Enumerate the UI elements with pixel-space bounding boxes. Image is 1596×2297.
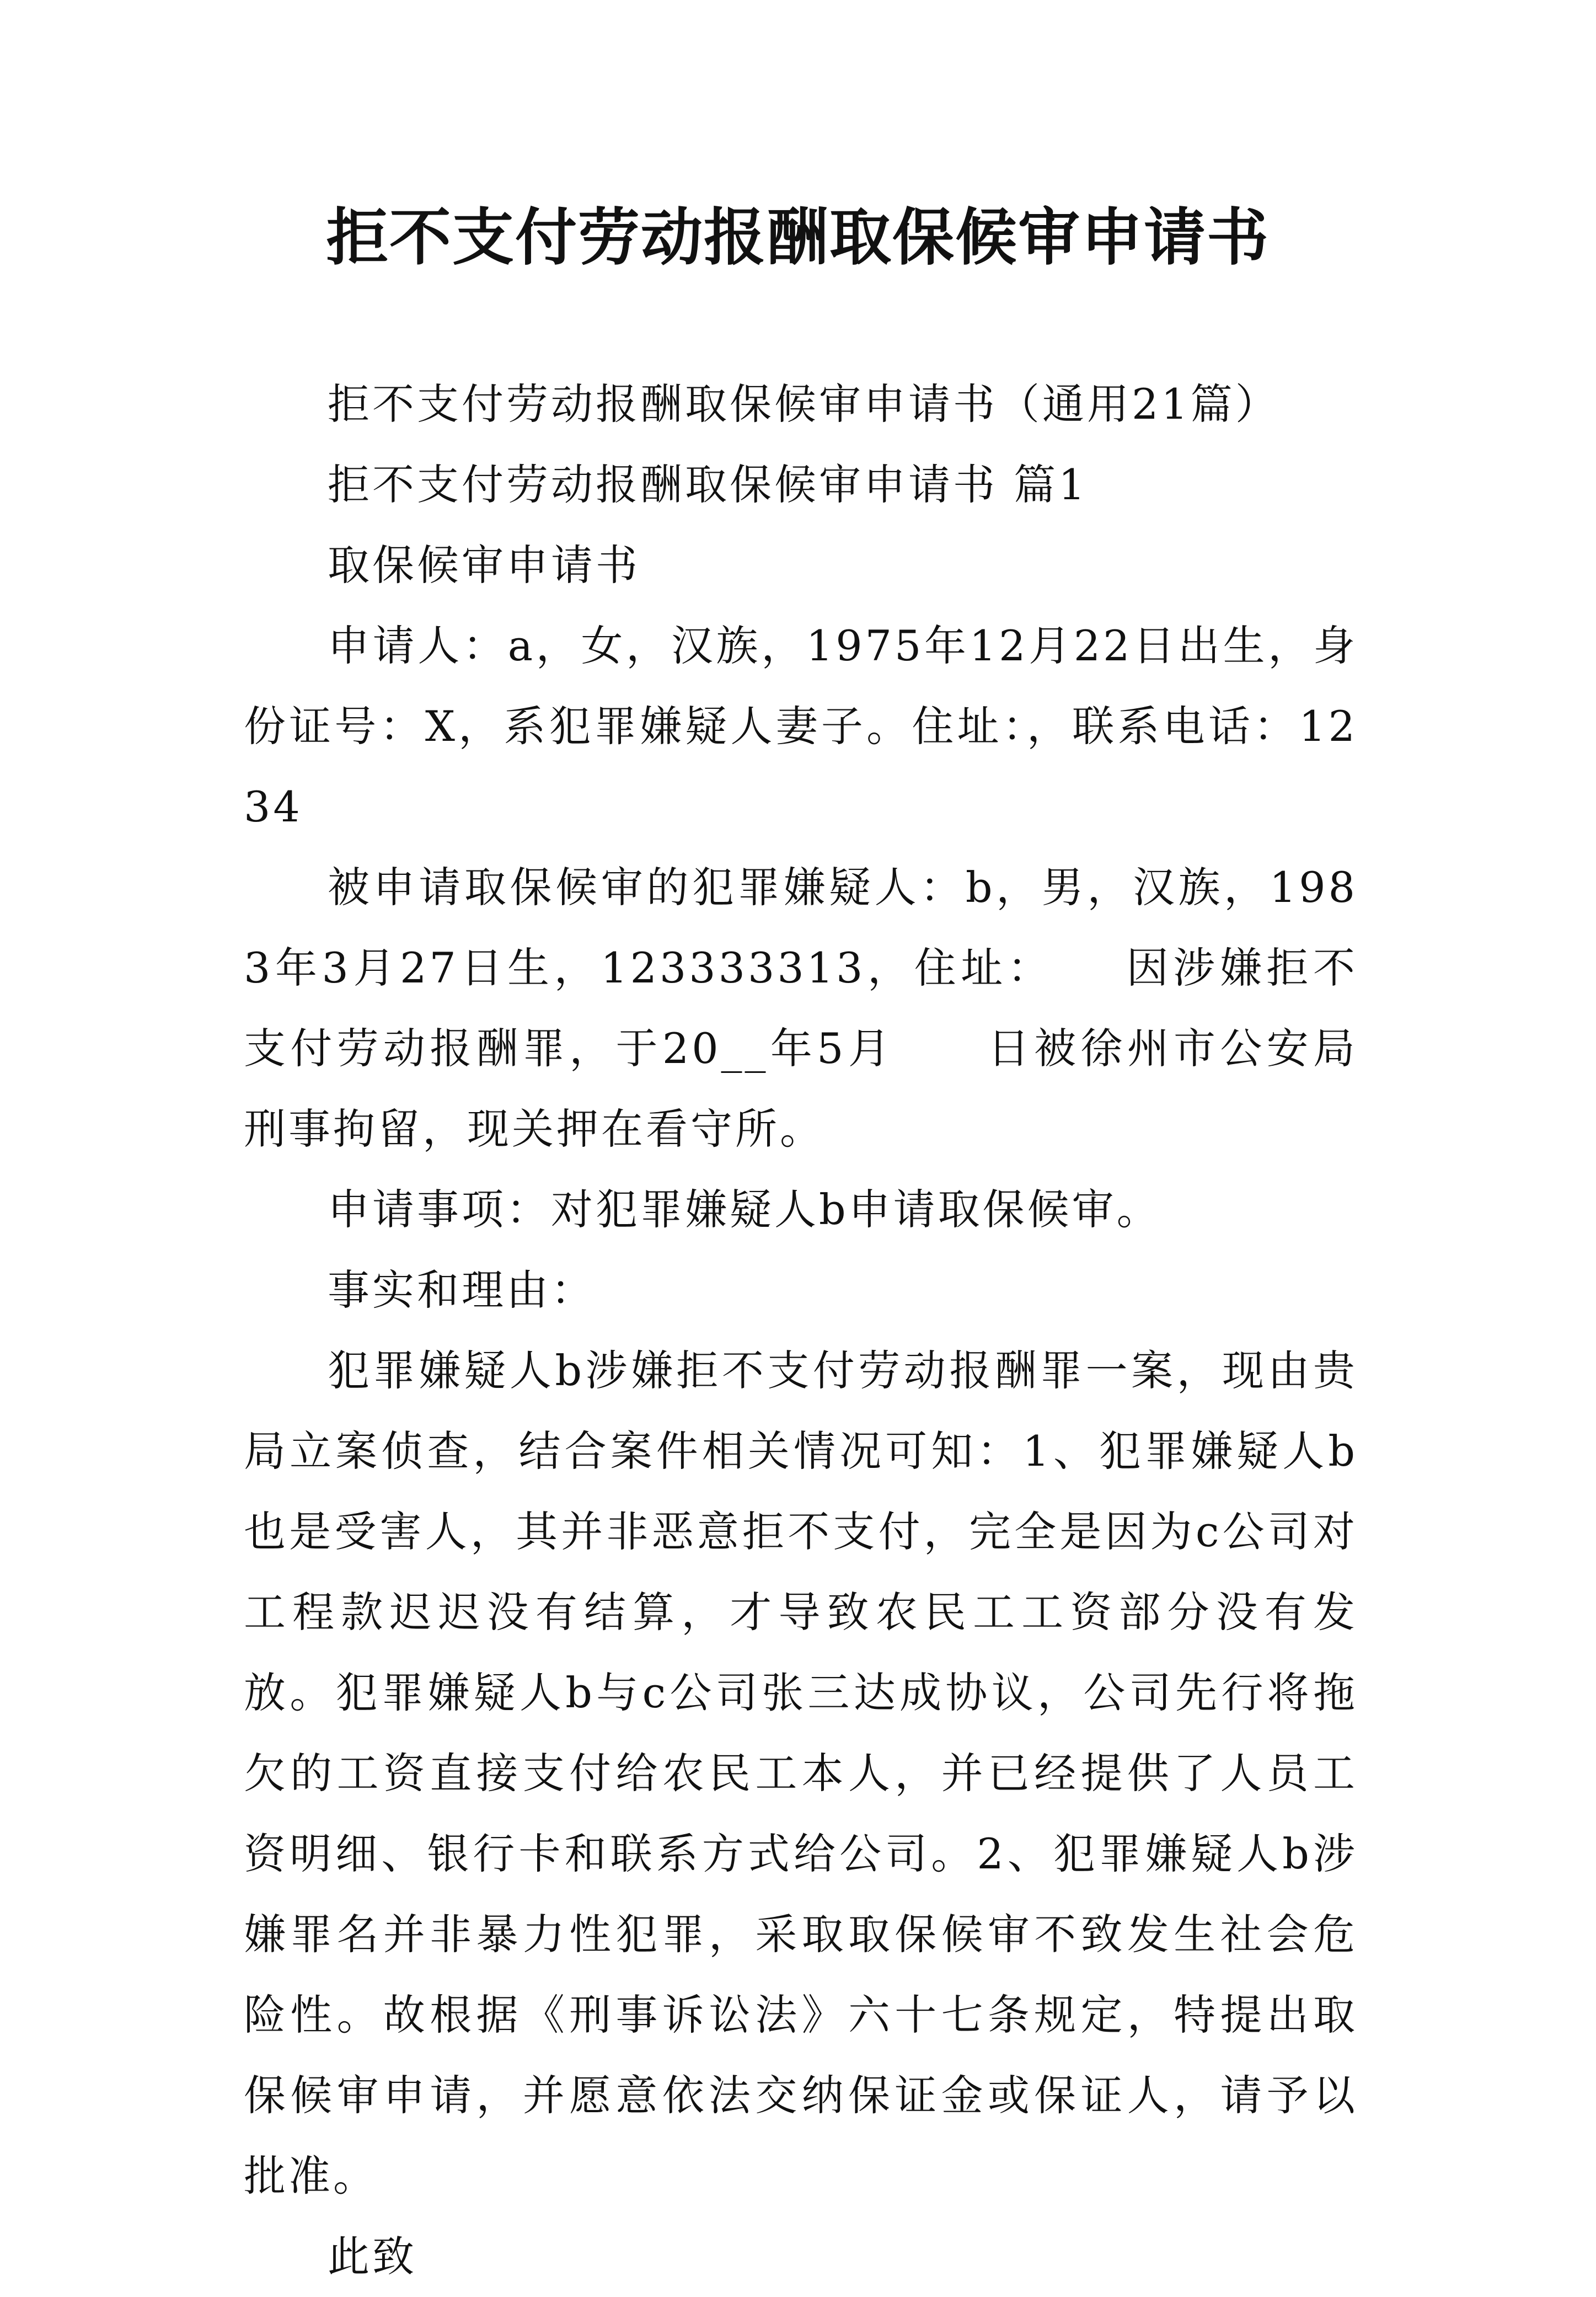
closing-salutation: 此致 <box>328 2232 417 2281</box>
section-heading: 拒不支付劳动报酬取保候审申请书 篇1 <box>328 460 1088 509</box>
request-paragraph: 申请事项：对犯罪嫌疑人b申请取保候审。 <box>328 1185 1161 1234</box>
applicant-paragraph: 申请人：a，女，汉族，1975年12月22日出生，身份证号：X，系犯罪嫌疑人妻子。住址：，联系电话：1234 <box>244 621 1358 831</box>
form-heading: 取保候审申请书 <box>328 541 640 590</box>
facts-heading: 事实和理由： <box>328 1265 596 1315</box>
document-body <box>244 364 1358 2297</box>
document-title: 拒不支付劳动报酬取保候审申请书 <box>326 202 1270 274</box>
subtitle-paragraph: 拒不支付劳动报酬取保候审申请书（通用21篇） <box>328 380 1280 429</box>
facts-paragraph: 犯罪嫌疑人b涉嫌拒不支付劳动报酬罪一案，现由贵局立案侦查，结合案件相关情况可知：1、犯罪嫌疑人b也是受害人，其并非恶意拒不支付，完全是因为c公司对工程款迟迟没有结算，才导致农民工工资部分没有发放。犯罪嫌疑人b与c公司张三达成协议，公司先行将拖欠的工资直接支付给农民工本人，并已经提供了人员工资明细、银行卡和联系方式给公司。2、犯罪嫌疑人b涉嫌罪名并非暴力性犯罪，采取取保候审不致发生社会危险性。故根据《刑事诉讼法》六十七条规定，特提出取保候审申请，并愿意依法交纳保证金或保证人，请予以批准。 <box>244 1346 1358 2200</box>
suspect-paragraph: 被申请取保候审的犯罪嫌疑人：b，男，汉族，1983年3月27日生，123333313，住址： 因涉嫌拒不支付劳动报酬罪，于20__年5月 日被徐州市公安局刑事拘留，现关押在看守所。 <box>244 863 1358 1153</box>
